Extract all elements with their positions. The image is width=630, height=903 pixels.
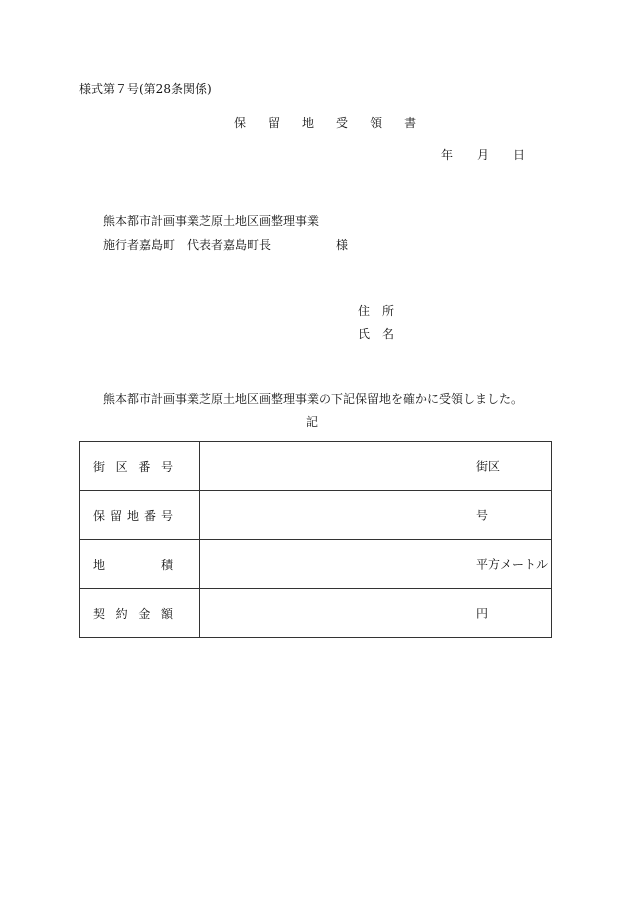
ki-label: 記: [306, 415, 319, 429]
title-char: 留: [268, 116, 281, 130]
name-char: 氏: [358, 327, 371, 341]
title-char: 地: [302, 116, 315, 130]
honorific: 様: [336, 238, 349, 252]
title-char: 受: [336, 116, 349, 130]
title-char: 保: [234, 116, 247, 130]
row-value-reserved-land-number[interactable]: [200, 491, 552, 540]
table-row: [80, 491, 552, 540]
date-day: 日: [513, 148, 526, 162]
date-year: 年: [441, 148, 454, 162]
unit-label: 街区: [476, 459, 501, 474]
table-row: [80, 589, 552, 638]
row-value-land-area[interactable]: [200, 540, 552, 589]
row-label-contract-amount: 契 約 金 額: [80, 589, 200, 638]
row-value-contract-amount[interactable]: [200, 589, 552, 638]
recipient-line-2: 施行者嘉島町 代表者嘉島町長: [103, 238, 272, 252]
row-value-block-number[interactable]: [200, 442, 552, 491]
date-line: [441, 146, 549, 163]
unit-label: 平方メートル: [476, 557, 549, 572]
document-title: [234, 114, 438, 131]
detail-table: [79, 441, 552, 638]
name-label: [358, 325, 406, 342]
row-label-land-area: 地 積: [80, 540, 200, 589]
table-row: [80, 442, 552, 491]
address-label: [358, 302, 406, 319]
body-text: 熊本都市計画事業芝原土地区画整理事業の下記保留地を確かに受領しました。: [103, 392, 524, 406]
date-month: 月: [477, 148, 490, 162]
address-char: 所: [382, 304, 395, 318]
table-row: [80, 540, 552, 589]
address-char: 住: [358, 304, 371, 318]
name-char: 名: [382, 327, 395, 341]
row-label-reserved-land-number: 保 留 地 番 号: [80, 491, 200, 540]
recipient-line-1: 熊本都市計画事業芝原土地区画整理事業: [103, 214, 320, 228]
title-char: 領: [370, 116, 383, 130]
title-char: 書: [404, 116, 417, 130]
unit-label: 号: [476, 508, 489, 523]
form-number: 様式第７号(第28条関係): [79, 82, 212, 96]
row-label-block-number: 街 区 番 号: [80, 442, 200, 491]
unit-label: 円: [476, 606, 489, 621]
